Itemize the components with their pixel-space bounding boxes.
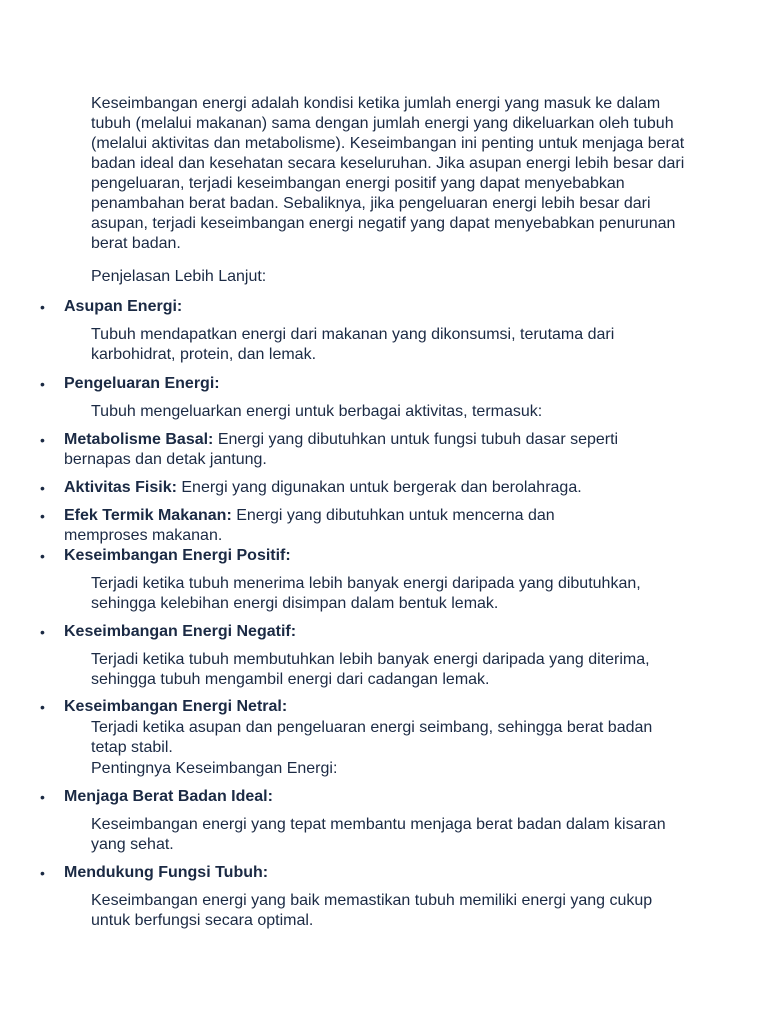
item-description: Energi yang dibutuhkan untuk fungsi tubuh dasar seperti bernapas dan detak jantung. <box>64 431 619 468</box>
item-term: Keseimbangan Energi Netral: <box>64 698 288 715</box>
list-item <box>64 697 684 717</box>
bullet-marker: • <box>40 699 45 715</box>
item-term: Menjaga Berat Badan Ideal: <box>64 788 273 805</box>
bullet-marker: • <box>40 376 45 392</box>
item-term: Pengeluaran Energi: <box>64 375 220 392</box>
importance-heading: Pentingnya Keseimbangan Energi: <box>91 760 338 777</box>
list-item <box>64 787 684 807</box>
item-term: Mendukung Fungsi Tubuh: <box>64 864 269 881</box>
item-term: Metabolisme Basal: <box>64 431 214 448</box>
item-description: Terjadi ketika tubuh membutuhkan lebih banyak energi daripada yang diterima, sehingga tubuh mengambil energi dari cadangan lemak. <box>91 651 650 688</box>
bullet-marker: • <box>40 548 45 564</box>
item-description: Terjadi ketika asupan dan pengeluaran energi seimbang, sehingga berat badan tetap stabil. <box>91 719 653 756</box>
bullet-marker: • <box>40 865 45 881</box>
list-item <box>64 622 684 642</box>
bullet-marker: • <box>40 432 45 448</box>
list-item <box>64 297 684 317</box>
item-description: Energi yang digunakan untuk bergerak dan berolahraga. <box>176 479 582 496</box>
item-term: Asupan Energi: <box>64 298 183 315</box>
item-description: Tubuh mendapatkan energi dari makanan yang dikonsumsi, terutama dari karbohidrat, protein, dan lemak. <box>91 326 615 363</box>
item-term: Efek Termik Makanan: <box>64 507 232 524</box>
item-description: Keseimbangan energi yang tepat membantu menjaga berat badan dalam kisaran yang sehat. <box>91 816 666 853</box>
list-item <box>64 506 604 546</box>
list-item <box>64 374 684 394</box>
bullet-marker: • <box>40 299 45 315</box>
item-description: Tubuh mengeluarkan energi untuk berbagai aktivitas, termasuk: <box>91 403 543 420</box>
section-heading: Penjelasan Lebih Lanjut: <box>91 268 267 285</box>
item-description: Keseimbangan energi yang baik memastikan tubuh memiliki energi yang cukup untuk berfungsi secara optimal. <box>91 892 653 929</box>
list-item <box>64 430 684 470</box>
item-description: Energi yang dibutuhkan untuk mencerna dan memproses makanan. <box>64 507 555 544</box>
bullet-marker: • <box>40 789 45 805</box>
bullet-marker: • <box>40 480 45 496</box>
item-term: Keseimbangan Energi Positif: <box>64 547 291 564</box>
list-item <box>64 546 684 566</box>
list-item <box>64 478 684 498</box>
bullet-marker: • <box>40 624 45 640</box>
item-term: Aktivitas Fisik: <box>64 479 177 496</box>
item-term: Keseimbangan Energi Negatif: <box>64 623 297 640</box>
item-description: Terjadi ketika tubuh menerima lebih banyak energi daripada yang dibutuhkan, sehingga kelebihan energi disimpan dalam bentuk lemak. <box>91 575 641 612</box>
bullet-marker: • <box>40 508 45 524</box>
list-item <box>64 863 684 883</box>
intro-paragraph: Keseimbangan energi adalah kondisi ketika jumlah energi yang masuk ke dalam tubuh (melalui makanan) sama dengan jumlah energi yang dikeluarkan oleh tubuh (melalui aktivitas dan metabolisme). Keseimbangan ini penting untuk menjaga berat badan ideal dan kesehatan secara keseluruhan. Jika asupan energi lebih besar dari pengeluaran, terjadi keseimbangan energi positif yang dapat menyebabkan penambahan berat badan. Sebaliknya, jika pengeluaran energi lebih besar dari asupan, terjadi keseimbangan energi negatif yang dapat menyebabkan penurunan berat badan. <box>91 95 685 252</box>
